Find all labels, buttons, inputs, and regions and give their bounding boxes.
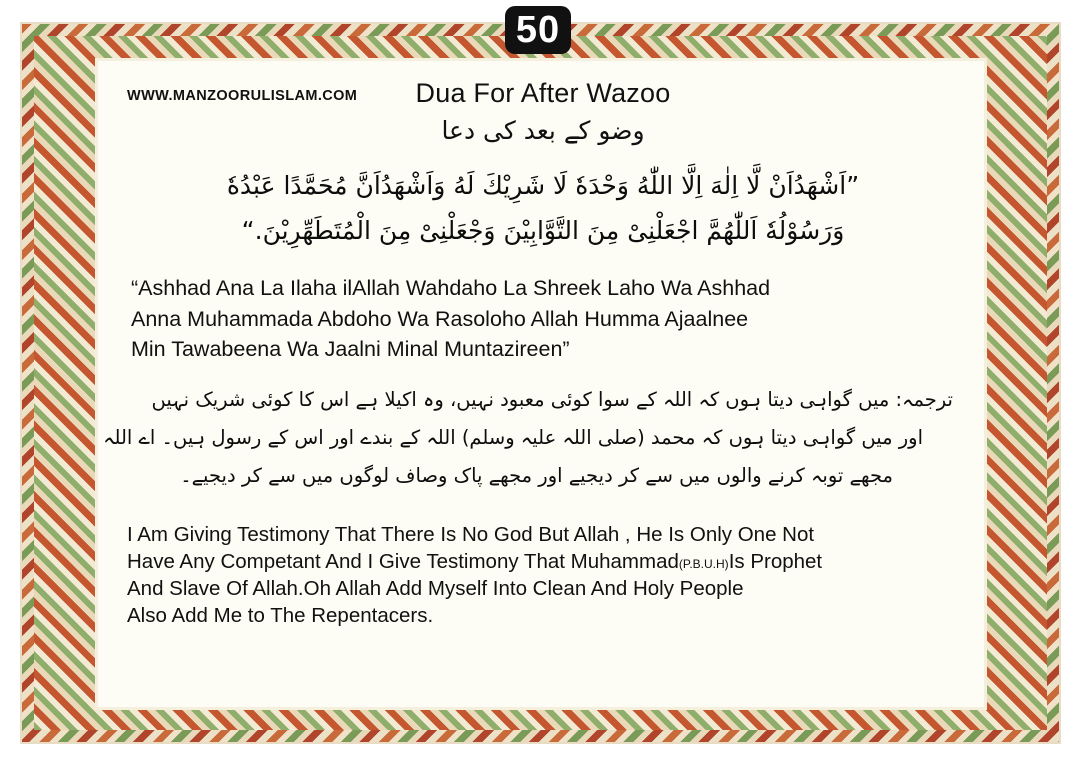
english-translation-text: [125, 521, 961, 630]
english-translation-line-2-part-b: Is Prophet: [728, 549, 823, 573]
header: [125, 72, 961, 156]
transliteration-line-3: Min Tawabeena Wa Jaalni Minal Muntazireen”: [131, 337, 570, 362]
english-translation-line-1: I Am Giving Testimony That There Is No God But Allah , He Is Only One Not: [127, 522, 815, 546]
page-number-badge: 50: [505, 6, 571, 54]
dua-card: [95, 58, 987, 710]
card-content: [95, 58, 987, 710]
transliteration-text: [125, 273, 961, 365]
arabic-line-1: ”اَشْهَدُاَنْ لَّا اِلٰهَ اِلَّا اللّٰهُ وَحْدَهٗ لَا شَرِيْكَ لَهُ وَاَشْهَدُاَنَّ مُحَمَّدًا عَبْدُهٗ: [226, 171, 860, 200]
urdu-translation-line-1: ترجمہ: میں گواہی دیتا ہوں کہ اللہ کے سوا کوئی معبود نہیں، وہ اکیلا ہے اس کا کوئی شریک نہیں: [151, 387, 953, 411]
english-translation-line-4: Also Add Me to The Repentacers.: [127, 604, 434, 628]
transliteration-line-2: Anna Muhammada Abdoho Wa Rasoloho Allah Humma Ajaalnee: [131, 306, 749, 331]
transliteration-line-1: “Ashhad Ana La Ilaha ilAllah Wahdaho La Shreek Laho Wa Ashhad: [131, 276, 771, 300]
pbuh-abbreviation: (P.B.U.H): [678, 556, 729, 571]
website-url: WWW.MANZOORULISLAM.COM: [127, 88, 358, 104]
arabic-dua-text: [125, 164, 961, 253]
english-translation-line-2: [127, 548, 961, 575]
arabic-line-2: وَرَسُوْلُهٗ اَللّٰهُمَّ اجْعَلْنِىْ مِنَ التَّوَّابِيْنَ وَجْعَلْنِىْ مِنَ الْمُتَطَهِّرِيْنَ.“: [241, 215, 845, 245]
urdu-translation-text: [103, 381, 961, 495]
urdu-translation-line-3: مجھے توبہ کرنے والوں میں سے کر دیجیے اور مجھے پاک وصاف لوگوں میں سے کر دیجیے۔: [180, 463, 893, 487]
page-title: Dua For After Wazoo: [415, 78, 671, 108]
urdu-translation-line-2: اور میں گواہی دیتا ہوں کہ محمد (صلی اللہ علیہ وسلم) اللہ کے بندے اور اس کے رسول ہیں۔ اے اللہ: [103, 425, 923, 449]
english-translation-line-3: And Slave Of Allah.Oh Allah Add Myself Into Clean And Holy People: [127, 577, 744, 601]
english-translation-line-2-part-a: Have Any Competant And I Give Testimony That Muhammad: [127, 549, 679, 573]
page-title-urdu: وضو کے بعد کی دعا: [441, 116, 645, 145]
